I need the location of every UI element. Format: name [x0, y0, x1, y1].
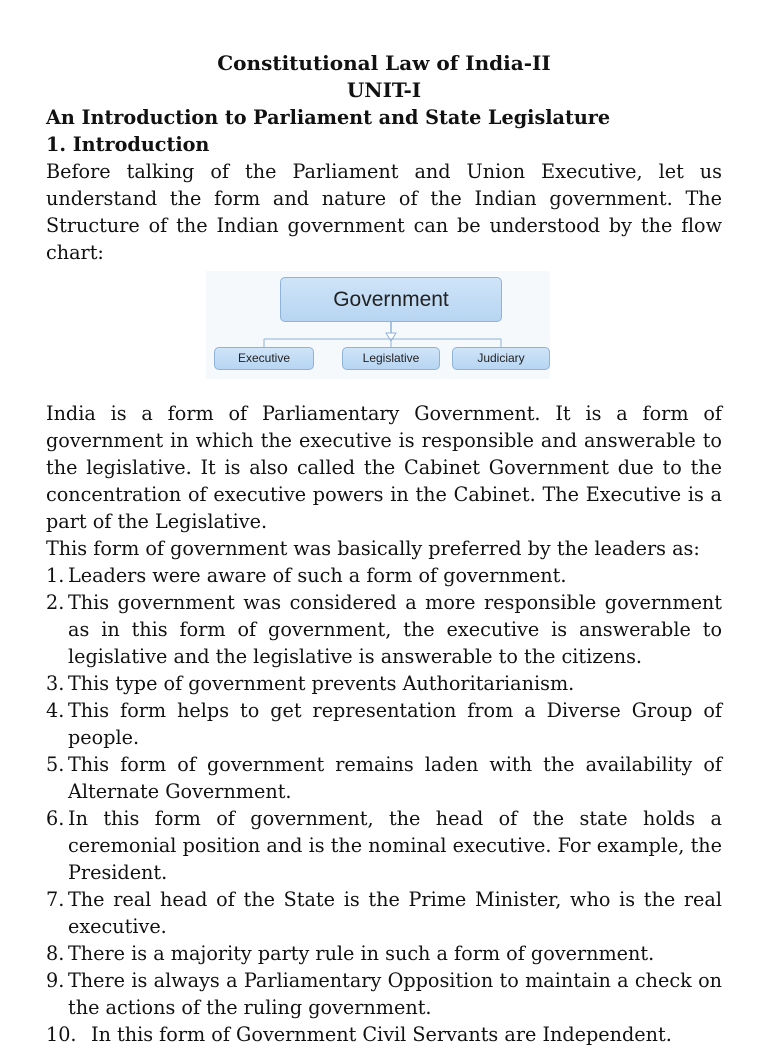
intro-paragraph: Before talking of the Parliament and Union Executive, let us understand the form and nature of the Indian government. The Structure of the Indian government can be understood by the flow chart:	[46, 160, 722, 264]
list-item	[46, 670, 722, 697]
list-item	[46, 697, 722, 751]
reasons-list	[46, 562, 722, 1048]
parliamentary-paragraph: India is a form of Parliamentary Government. It is a form of government in which the executive is responsible and answerable to the legislative. It is also called the Cabinet Government due to the concentration of executive powers in the Cabinet. The Executive is a part of the Legislative.	[46, 402, 722, 533]
list-text: In this form of Government Civil Servants are Independent.	[91, 1023, 672, 1046]
list-number: 3.	[46, 672, 65, 695]
executive-box: Executive	[214, 347, 314, 370]
list-number: 5.	[46, 753, 65, 776]
list-number: 10.	[46, 1023, 77, 1046]
list-item	[46, 940, 722, 967]
list-item	[46, 967, 722, 1021]
list-number: 9.	[46, 969, 65, 992]
list-number: 6.	[46, 807, 65, 830]
list-text: In this form of government, the head of the state holds a ceremonial position and is the nominal executive. For example, the President.	[68, 807, 722, 884]
list-number: 2.	[46, 591, 65, 614]
document-title: Constitutional Law of India-II	[217, 51, 551, 75]
list-item	[46, 751, 722, 805]
list-item	[46, 562, 722, 589]
document-page	[46, 50, 722, 1048]
judiciary-box: Judiciary	[452, 347, 550, 370]
legislative-box: Legislative	[342, 347, 440, 370]
list-number: 8.	[46, 942, 65, 965]
list-item	[46, 805, 722, 886]
list-item	[46, 1021, 722, 1048]
list-text: This government was considered a more responsible government as in this form of government, the executive is answerable to legislative and the legislative is answerable to the citizens.	[68, 591, 722, 668]
list-item	[46, 886, 722, 940]
list-text: There is a majority party rule in such a form of government.	[68, 942, 655, 965]
preference-paragraph: This form of government was basically preferred by the leaders as:	[46, 537, 700, 560]
list-number: 4.	[46, 699, 65, 722]
list-text: There is always a Parliamentary Opposition to maintain a check on the actions of the ruling government.	[68, 969, 722, 1019]
list-item	[46, 589, 722, 670]
section-heading: 1. Introduction	[46, 133, 210, 156]
government-box: Government	[280, 277, 502, 322]
list-number: 1.	[46, 564, 65, 587]
list-text: This form of government remains laden with the availability of Alternate Government.	[68, 753, 722, 803]
government-flow-chart	[46, 271, 722, 393]
list-text: This form helps to get representation from a Diverse Group of people.	[68, 699, 722, 749]
list-text: This type of government prevents Authoritarianism.	[68, 672, 575, 695]
list-number: 7.	[46, 888, 65, 911]
chapter-heading: An Introduction to Parliament and State Legislature	[46, 106, 611, 129]
list-text: The real head of the State is the Prime Minister, who is the real executive.	[68, 888, 722, 938]
list-text: Leaders were aware of such a form of government.	[68, 564, 567, 587]
unit-title: UNIT-I	[346, 78, 422, 102]
